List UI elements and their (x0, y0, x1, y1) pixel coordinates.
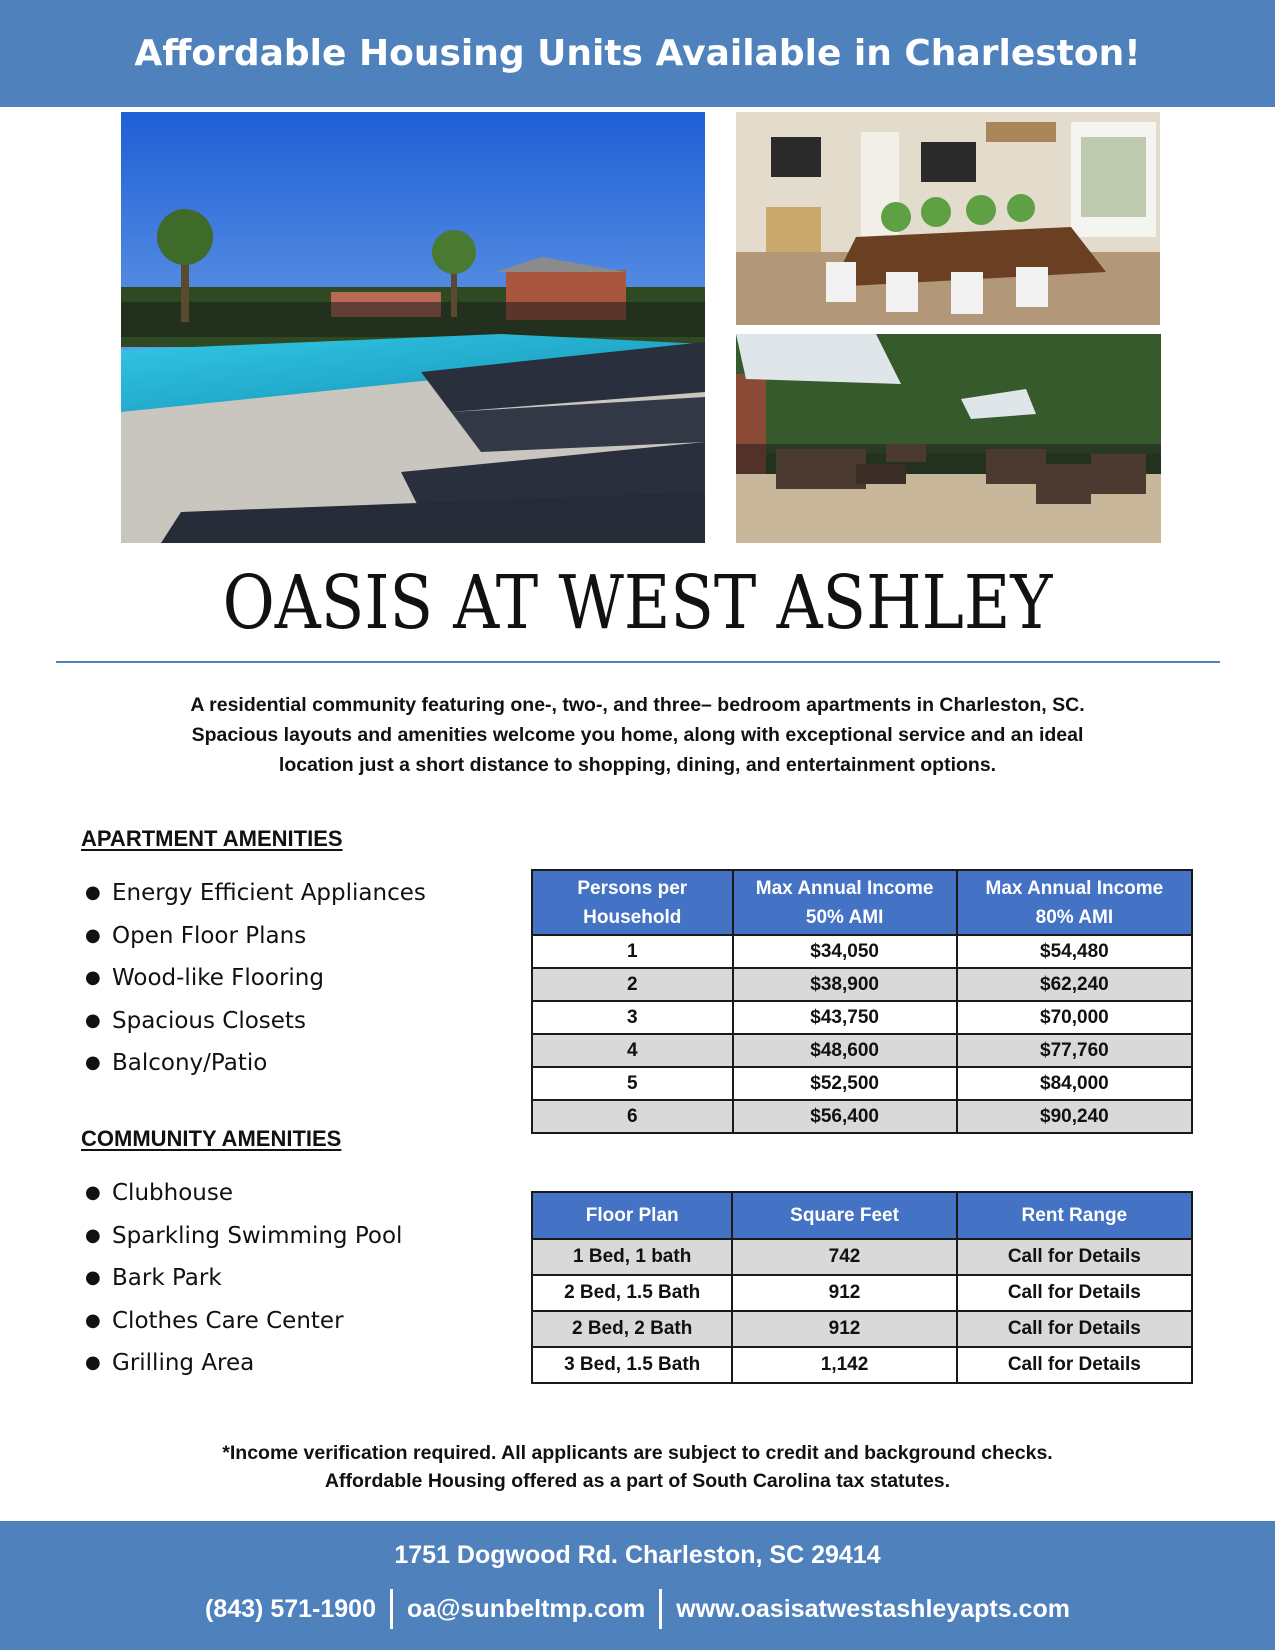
table-cell: $38,900 (733, 968, 957, 1001)
list-item: ● Wood-like Flooring (81, 957, 426, 1000)
table-cell: $52,500 (733, 1067, 957, 1100)
table-cell: 2 Bed, 1.5 Bath (532, 1275, 732, 1311)
column-header-rent-range: Rent Range (957, 1192, 1192, 1239)
table-row (532, 1001, 1192, 1034)
dining-room-photo (736, 112, 1160, 325)
column-header-square-feet: Square Feet (732, 1192, 956, 1239)
intro-line: Spacious layouts and amenities welcome you home, along with exceptional service and an ideal (191, 724, 1084, 746)
address: 1751 Dogwood Rd. Charleston, SC 29414 (394, 1541, 881, 1569)
list-item: ● Sparkling Swimming Pool (81, 1215, 402, 1258)
list-item: ● Balcony/Patio (81, 1042, 426, 1085)
table-cell: $90,240 (957, 1100, 1192, 1133)
table-cell: Call for Details (957, 1347, 1192, 1383)
table-cell: $43,750 (733, 1001, 957, 1034)
table-cell: 912 (732, 1311, 956, 1347)
list-item: ● Spacious Closets (81, 1000, 426, 1043)
title-divider (56, 661, 1220, 663)
bullet-dot-icon: ● (85, 967, 101, 988)
apartment-amenities-heading: APARTMENT AMENITIES (81, 826, 343, 851)
bullet-dot-icon: ● (85, 1182, 101, 1203)
table-cell: $70,000 (957, 1001, 1192, 1034)
contact-row (0, 1589, 1275, 1629)
email-link[interactable]: oa@sunbeltmp.com (406, 1594, 646, 1623)
table-row (532, 1275, 1192, 1311)
table-row (532, 1347, 1192, 1383)
column-header-80-ami: Max Annual Income 80% AMI (957, 870, 1192, 935)
table-cell: $34,050 (733, 935, 957, 968)
table-cell: 1 Bed, 1 bath (532, 1239, 732, 1275)
table-cell: 4 (532, 1034, 733, 1067)
bullet-dot-icon: ● (85, 1052, 101, 1073)
bullet-dot-icon: ● (85, 1009, 101, 1031)
table-row (532, 968, 1192, 1001)
list-item: ● Grilling Area (81, 1342, 402, 1385)
table-cell: Call for Details (957, 1239, 1192, 1275)
intro-line: location just a short distance to shopping, dining, and entertainment options. (278, 754, 997, 776)
community-amenities-list (81, 1172, 402, 1385)
contact-footer (0, 1521, 1275, 1650)
table-row (532, 935, 1192, 968)
divider (390, 1589, 393, 1629)
patio-lounge-photo (736, 334, 1161, 543)
column-header-floor-plan: Floor Plan (532, 1192, 732, 1239)
table-cell: 1 (532, 935, 733, 968)
table-cell: 2 Bed, 2 Bath (532, 1311, 732, 1347)
table-cell: 742 (732, 1239, 956, 1275)
intro-line: A residential community featuring one-, two-, and three– bedroom apartments in Charleston, SC. (190, 694, 1085, 716)
disclaimer-line: Affordable Housing offered as a part of South Carolina tax statutes. (324, 1470, 951, 1492)
table-cell: 1,142 (732, 1347, 956, 1383)
table-row (532, 1100, 1192, 1133)
intro-paragraph (130, 690, 1145, 780)
top-banner (0, 0, 1275, 107)
table-cell: $84,000 (957, 1067, 1192, 1100)
community-amenities-heading: COMMUNITY AMENITIES (81, 1126, 342, 1151)
table-cell: 6 (532, 1100, 733, 1133)
table-header-row (532, 1192, 1192, 1239)
banner-headline: Affordable Housing Units Available in Charleston! (134, 33, 1141, 74)
table-cell: Call for Details (957, 1311, 1192, 1347)
apartment-amenities-list (81, 872, 426, 1085)
floor-plan-table (531, 1191, 1193, 1384)
disclaimer (100, 1439, 1175, 1495)
table-cell: Call for Details (957, 1275, 1192, 1311)
table-cell: $48,600 (733, 1034, 957, 1067)
list-item: ● Clubhouse (81, 1172, 402, 1215)
list-item: ● Open Floor Plans (81, 915, 426, 958)
bullet-dot-icon: ● (85, 882, 101, 903)
bullet-dot-icon: ● (85, 924, 101, 946)
table-cell: 5 (532, 1067, 733, 1100)
column-header-50-ami: Max Annual Income 50% AMI (733, 870, 957, 935)
income-limits-table (531, 869, 1193, 1134)
list-item: ● Bark Park (81, 1257, 402, 1300)
table-cell: $62,240 (957, 968, 1192, 1001)
divider (659, 1589, 662, 1629)
property-title: OASIS AT WEST ASHLEY (222, 560, 1053, 646)
table-row (532, 1311, 1192, 1347)
bullet-dot-icon: ● (85, 1352, 101, 1373)
list-item: ● Energy Efficient Appliances (81, 872, 426, 915)
table-row (532, 1239, 1192, 1275)
bullet-dot-icon: ● (85, 1309, 101, 1331)
table-cell: $54,480 (957, 935, 1192, 968)
phone-number[interactable]: (843) 571-1900 (205, 1594, 376, 1623)
table-cell: $56,400 (733, 1100, 957, 1133)
website-link[interactable]: www.oasisatwestashleyapts.com (676, 1594, 1070, 1623)
table-cell: 3 (532, 1001, 733, 1034)
disclaimer-line: *Income verification required. All applicants are subject to credit and background checks. (222, 1442, 1053, 1464)
table-header-row (532, 870, 1192, 935)
list-item: ● Clothes Care Center (81, 1300, 402, 1343)
table-row (532, 1067, 1192, 1100)
table-cell: 2 (532, 968, 733, 1001)
column-header-persons: Persons per Household (532, 870, 733, 935)
table-row (532, 1034, 1192, 1067)
pool-photo (121, 112, 705, 543)
bullet-dot-icon: ● (85, 1267, 101, 1288)
table-cell: $77,760 (957, 1034, 1192, 1067)
table-cell: 912 (732, 1275, 956, 1311)
bullet-dot-icon: ● (85, 1224, 101, 1246)
table-cell: 3 Bed, 1.5 Bath (532, 1347, 732, 1383)
